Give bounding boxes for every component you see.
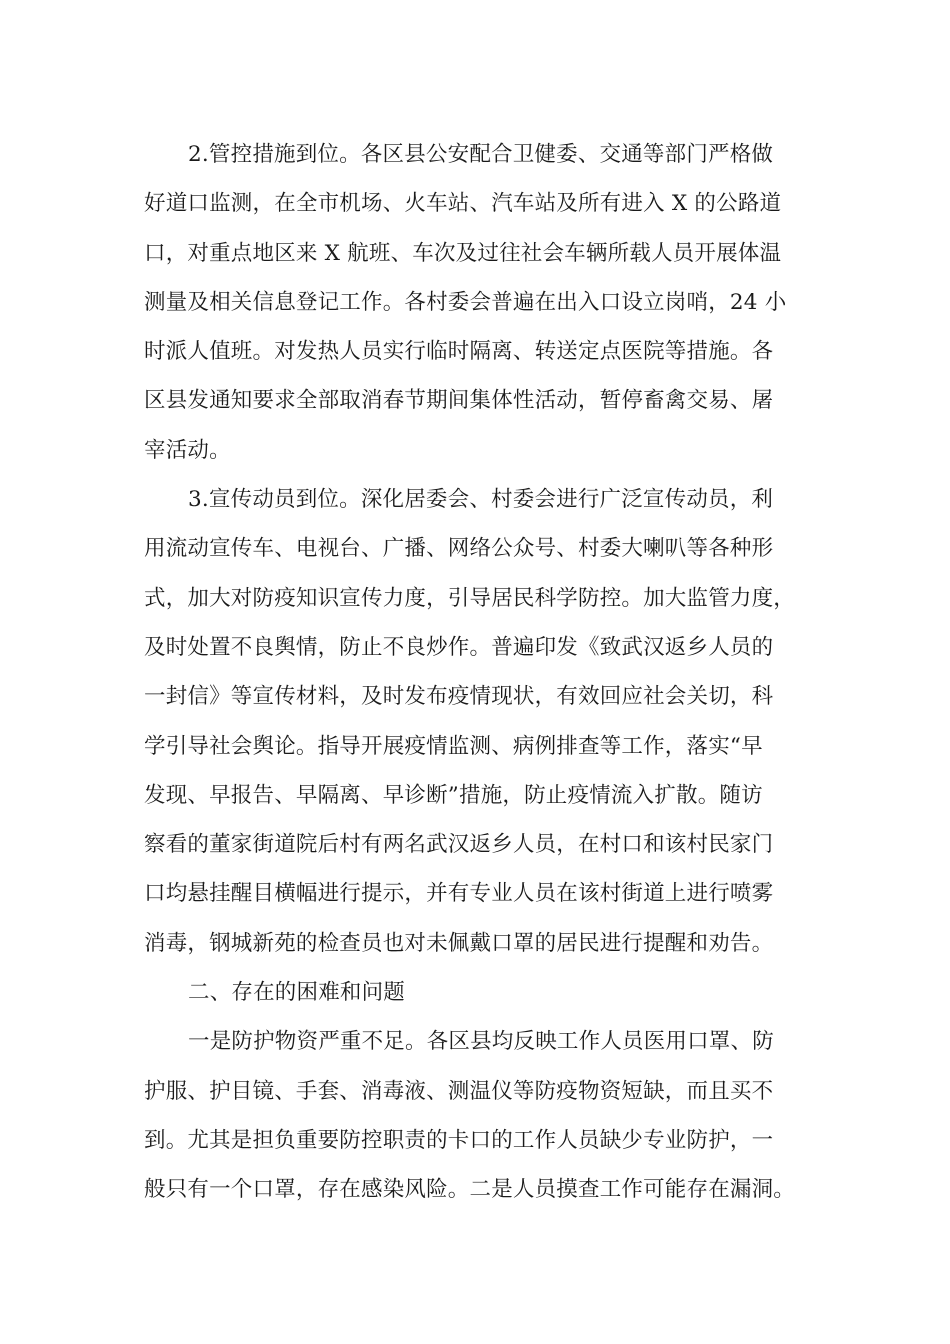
text-line: 宰活动。 bbox=[144, 437, 231, 463]
text-line: 口均悬挂醒目横幅进行提示，并有专业人员在该村街道上进行喷雾 bbox=[144, 881, 774, 907]
document-body bbox=[144, 130, 814, 1215]
text-line: 时派人值班。对发热人员实行临时隔离、转送定点医院等措施。各 bbox=[144, 339, 774, 365]
text-line: 用流动宣传车、电视台、广播、网络公众号、村委大喇叭等各种形 bbox=[144, 536, 774, 562]
text-line: 2.管控措施到位。各区县公安配合卫健委、交通等部门严格做 bbox=[188, 142, 774, 167]
text-line: 察看的董家街道院后村有两名武汉返乡人员，在村口和该村民家门 bbox=[144, 832, 774, 858]
text-line: 护服、护目镜、手套、消毒液、测温仪等防疫物资短缺，而且买不 bbox=[144, 1078, 774, 1104]
text-line: 3.宣传动员到位。深化居委会、村委会进行广泛宣传动员，利 bbox=[188, 487, 774, 513]
text-line: 好道口监测，在全市机场、火车站、汽车站及所有进入 X 的公路道 bbox=[144, 191, 782, 217]
text-line: 到。尤其是担负重要防控职责的卡口的工作人员缺少专业防护，一 bbox=[144, 1127, 774, 1153]
text-line: 学引导社会舆论。指导开展疫情监测、病例排查等工作，落实“早 bbox=[144, 733, 763, 759]
paragraph-problems bbox=[144, 1017, 814, 1214]
paragraph-control-measures bbox=[144, 130, 814, 475]
text-line: 及时处置不良舆情，防止不良炒作。普遍印发《致武汉返乡人员的 bbox=[144, 634, 774, 660]
text-line: 测量及相关信息登记工作。各村委会普遍在出入口设立岗哨，24 小 bbox=[144, 289, 787, 315]
text-line: 区县发通知要求全部取消春节期间集体性活动，暂停畜禽交易、屠 bbox=[144, 388, 774, 414]
text-line: 口，对重点地区来 X 航班、车次及过往社会车辆所载人员开展体温 bbox=[144, 240, 782, 266]
paragraph-publicity bbox=[144, 475, 814, 968]
text-line: 发现、早报告、早隔离、早诊断”措施，防止疫情流入扩散。随访 bbox=[144, 782, 763, 808]
section-heading bbox=[144, 968, 814, 1017]
text-line: 一封信》等宣传材料，及时发布疫情现状，有效回应社会关切，科 bbox=[144, 684, 774, 710]
text-line: 式，加大对防疫知识宣传力度，引导居民科学防控。加大监管力度， bbox=[144, 585, 796, 611]
text-line: 般只有一个口罩，存在感染风险。二是人员摸查工作可能存在漏洞。 bbox=[144, 1177, 796, 1203]
heading-line: 二、存在的困难和问题 bbox=[188, 980, 406, 1006]
text-line: 消毒，钢城新苑的检查员也对未佩戴口罩的居民进行提醒和劝告。 bbox=[144, 930, 774, 956]
text-line: 一是防护物资严重不足。各区县均反映工作人员医用口罩、防 bbox=[188, 1029, 774, 1055]
